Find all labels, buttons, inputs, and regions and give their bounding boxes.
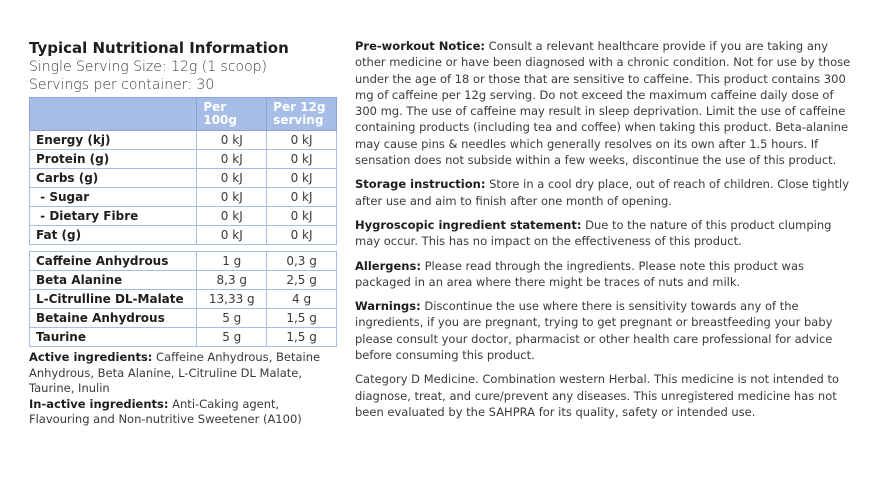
row-label: Caffeine Anhydrous <box>30 252 197 271</box>
notice-label: Allergens: <box>355 258 421 273</box>
inactive-ingredients-text: Anti-Caking agent, Flavouring and Non-nutritive Sweetener (A100) <box>29 396 302 426</box>
warnings <box>355 298 855 363</box>
row-label: - Sugar <box>30 188 197 207</box>
notice-label: Hygroscopic ingredient statement: <box>355 217 582 232</box>
row-per-100g: 0 kJ <box>197 150 267 169</box>
nutrition-table-header <box>30 98 337 131</box>
row-per-serving: 0 kJ <box>267 226 337 245</box>
nutrition-panel <box>29 38 339 428</box>
pre-workout-notice <box>355 38 855 168</box>
row-per-serving: 0 kJ <box>267 131 337 150</box>
row-per-100g: 0 kJ <box>197 207 267 226</box>
row-per-serving: 0 kJ <box>267 169 337 188</box>
inactive-ingredients <box>29 397 339 428</box>
notice-label: Pre-workout Notice: <box>355 39 485 53</box>
row-label: Protein (g) <box>30 150 197 169</box>
row-per-serving: 0 kJ <box>267 150 337 169</box>
row-label: Taurine <box>30 328 197 347</box>
notices-panel <box>355 38 855 428</box>
serving-size: Single Serving Size: 12g (1 scoop) <box>29 59 268 75</box>
storage-instruction <box>355 176 855 209</box>
servings-per-container: Servings per container: 30 <box>29 77 215 93</box>
table-row <box>30 290 337 309</box>
row-per-100g: 0 kJ <box>197 188 267 207</box>
row-label: Fat (g) <box>30 226 197 245</box>
notice-text: Please read through the ingredients. Please note this product was packaged in an area where there might be traces of nuts and milk. <box>355 258 804 289</box>
active-compounds-table <box>29 251 337 347</box>
notice-label: Storage instruction: <box>355 177 486 192</box>
row-per-serving: 0,3 g <box>267 252 337 271</box>
row-per-100g: 1 g <box>197 252 267 271</box>
table-row <box>30 309 337 328</box>
row-per-serving: 1,5 g <box>267 309 337 328</box>
row-label: Carbs (g) <box>30 169 197 188</box>
row-per-100g: 5 g <box>197 328 267 347</box>
table-row <box>30 226 337 245</box>
table-row <box>30 131 337 150</box>
table-row <box>30 188 337 207</box>
table-row <box>30 252 337 271</box>
row-per-100g: 13,33 g <box>197 290 267 309</box>
notice-text: Due to the nature of this product clumping may occur. This has no impact on the effectiveness of this product. <box>355 217 832 249</box>
row-label: Betaine Anhydrous <box>30 309 197 328</box>
row-per-serving: 4 g <box>267 290 337 309</box>
table-row <box>30 169 337 188</box>
table-row <box>30 328 337 347</box>
nutrition-title: Typical Nutritional Information <box>29 39 289 57</box>
row-per-serving: 2,5 g <box>267 271 337 290</box>
nutrition-table <box>29 97 337 245</box>
row-per-serving: 0 kJ <box>267 188 337 207</box>
header-per-100g: Per 100g <box>197 98 267 131</box>
row-per-100g: 0 kJ <box>197 169 267 188</box>
row-per-100g: 0 kJ <box>197 226 267 245</box>
table-row <box>30 271 337 290</box>
hygroscopic-statement <box>355 217 855 250</box>
row-per-serving: 1,5 g <box>267 328 337 347</box>
table-row <box>30 150 337 169</box>
row-label: Energy (kj) <box>30 131 197 150</box>
row-per-100g: 8,3 g <box>197 271 267 290</box>
notice-label: Warnings: <box>355 299 421 314</box>
inactive-ingredients-label: In-active ingredients: <box>29 396 169 411</box>
category-statement <box>355 371 855 420</box>
allergens <box>355 258 855 291</box>
notice-text: Store in a cool dry place, out of reach of children. Close tightly after use and aim to finish after one month of opening. <box>355 177 850 208</box>
notice-text: Category D Medicine. Combination western Herbal. This medicine is not intended to diagnose, treat, and cure/prevent any diseases. This unregistered medicine has not been evaluated by the SAHPRA for its quality, safety or intended use. <box>355 372 840 419</box>
header-per-serving: Per 12g serving <box>267 98 337 131</box>
header-blank <box>30 98 197 131</box>
active-ingredients-label: Active ingredients: <box>29 350 153 364</box>
row-label: L-Citrulline DL-Malate <box>30 290 197 309</box>
notice-text: Discontinue the use where there is sensitivity towards any of the ingredients, if you are pregnant, trying to get pregnant or breastfeeding your baby please consult your doctor, pharmacist or other health care professional for advice before consuming this product. <box>355 299 833 363</box>
row-label: Beta Alanine <box>30 271 197 290</box>
table-row <box>30 207 337 226</box>
row-per-serving: 0 kJ <box>267 207 337 226</box>
notice-text: Consult a relevant healthcare provide if you are taking any other medicine or have been diagnosed with a chronic condition. Not for use by those under the age of 18 or those that are sensitive to caffeine. This product contains 300 mg of caffeine per 12g serving. Do not exceed the maximum caffeine daily dose of 300 mg. The use of caffeine may result in sleep deprivation. Limit the use of caffeine containing products (including tea and coffee) when taking this product. Beta-alanine may cause pins & needles which generally resolves on its own after 1.5 hours. If sensation does not subside within a few weeks, discontinue the use of this product. <box>355 39 851 168</box>
row-per-100g: 0 kJ <box>197 131 267 150</box>
row-label: - Dietary Fibre <box>30 207 197 226</box>
active-ingredients-text: Caffeine Anhydrous, Betaine Anhydrous, Beta Alanine, L-Citruline DL Malate, Taurine, Inulin <box>29 350 321 395</box>
row-per-100g: 5 g <box>197 309 267 328</box>
active-ingredients <box>29 350 339 397</box>
